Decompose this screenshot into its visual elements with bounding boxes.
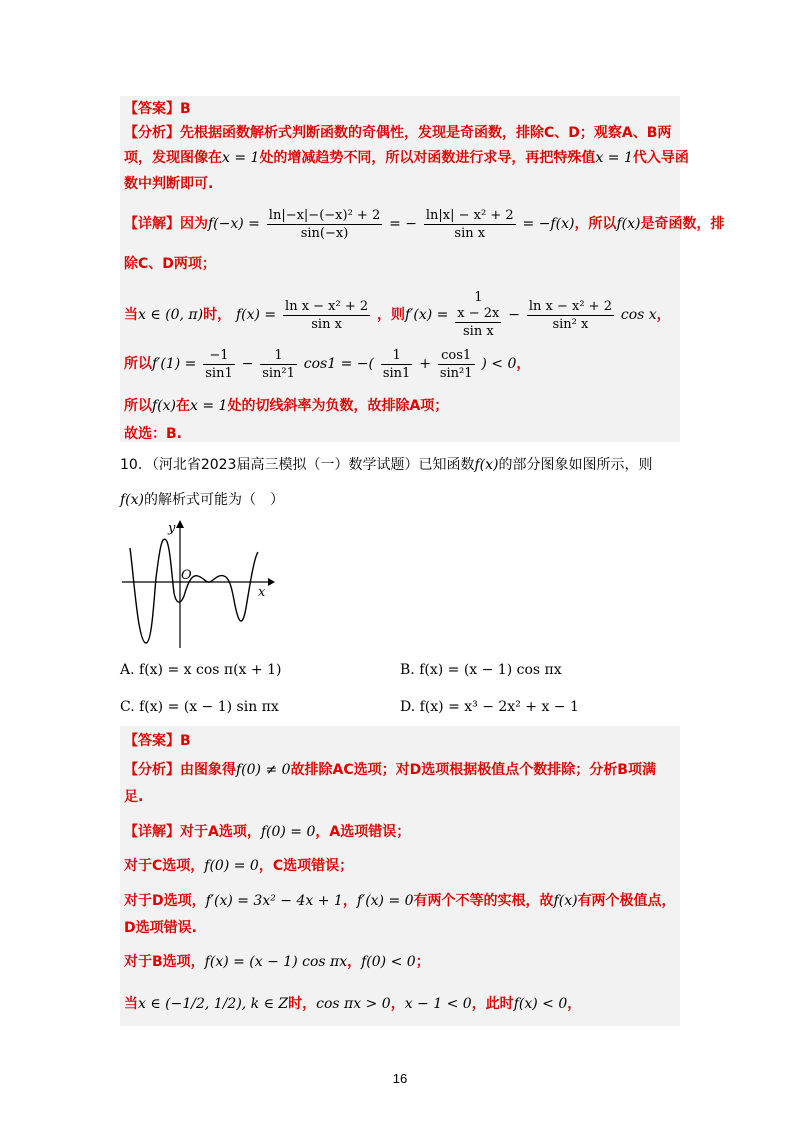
function-curve	[130, 539, 258, 643]
sol-detail-c: 对于C选项，f(0) = 0，C选项错误；	[124, 858, 354, 874]
sol-detail-d: 对于D选项，f′(x) = 3x² − 4x + 1，f′(x) = 0有两个不等的实根，故f(x)有两个极值点，	[124, 893, 676, 909]
option-a[interactable]: A. f(x) = x cos π(x + 1)	[120, 662, 282, 678]
slope-line: 所以f(x)在x = 1处的切线斜率为负数，故排除A项；	[124, 398, 449, 414]
sol-detail-b: 对于B选项，f(x) = (x − 1) cos πx，f(0) < 0；	[124, 954, 430, 970]
option-c[interactable]: C. f(x) = (x − 1) sin πx	[120, 699, 279, 715]
page-number: 16	[392, 1071, 408, 1086]
option-d[interactable]: D. f(x) = x³ − 2x² + x − 1	[400, 699, 579, 715]
sol-detail-d-wrong: D选项错误.	[124, 920, 197, 936]
y-axis-arrow	[176, 520, 184, 528]
analysis-line-1: 【分析】先根据函数解析式判断函数的奇偶性，发现是奇函数，排除C、D；观察A、B两	[124, 125, 672, 141]
sol-analysis-line-1: 【分析】由图象得f(0) ≠ 0故排除AC选项；对D选项根据极值点个数排除；分析B项满	[124, 762, 656, 778]
analysis-line-2: 项，发现图像在x = 1处的增减趋势不同，所以对函数进行求导，再把特殊值x = 1代入导函	[124, 150, 689, 166]
fraction: $\frac{\text{ln|−x|−(−x)² + 2}}{\sin(-x)}$	[268, 207, 381, 241]
fraction: $\frac{1}{\text{sin²1}}$	[262, 347, 295, 381]
sol-last-line: 当x ∈ (−1/2, 1/2), k ∈ Z时，cos πx > 0，x − 1 < 0，此时f(x) < 0，	[124, 996, 582, 1012]
answer-label: 【答案】B	[124, 101, 191, 117]
fraction: $\frac{\text{ln x − x² + 2}}{\text{sin x}}$	[285, 298, 369, 332]
fraction: $\frac{\cos 1}{\text{sin²1}}$	[439, 347, 473, 381]
sol-detail-a: 【详解】对于A选项，f(0) = 0，A选项错误；	[124, 824, 411, 840]
detail-line-2: 除C、D两项；	[124, 256, 216, 272]
fraction: $\frac{\text{ln x − x² + 2}}{\text{sin² x}}$	[528, 298, 612, 332]
sol-analysis-line-2: 足.	[124, 789, 144, 805]
x-axis-arrow	[268, 578, 275, 586]
origin-label: O	[181, 568, 192, 583]
derivative-line: 当x ∈ (0, π)时， f(x) = $\frac{\text{ln x − x² + 2}}{\text{sin x}}$ ，则f′(x) = 1 x − 2x sin x − $\frac{\text{ln x − x² + 2}}{\text{sin² x}}$ cos x，	[124, 289, 671, 339]
choose-line: 故选：B.	[124, 426, 182, 442]
fraction: $\frac{1}{\sin 1}$	[382, 347, 411, 381]
detail-line-1: 【详解】因为f(−x) = $\frac{\text{ln|−x|−(−x)² + 2}}{\sin(-x)}$ = − $\frac{\text{ln|x| − x² + 2}}{\text{sin x}}$ = −f(x)，所以f(x)是奇函数，排	[124, 207, 725, 241]
sol-answer-label: 【答案】B	[124, 733, 191, 749]
fraction: $\frac{\text{ln|x| − x² + 2}}{\text{sin x}}$	[425, 207, 514, 241]
x-axis-label: x	[258, 585, 266, 600]
fraction: 1 x − 2x sin x	[457, 289, 500, 339]
question-10-line-1: 10．（河北省2023届高三模拟（一）数学试题）已知函数f(x)的部分图象如图所示，则	[120, 457, 653, 473]
fraction: $\frac{-1}{\sin 1}$	[205, 347, 233, 381]
y-axis-label: y	[168, 521, 176, 536]
option-b[interactable]: B. f(x) = (x − 1) cos πx	[400, 662, 562, 678]
analysis-line-3: 数中判断即可.	[124, 176, 214, 192]
question-10-line-2: f(x)的解析式可能为（ ）	[120, 492, 285, 508]
fprime-one-line: 所以f′(1) = $\frac{-1}{\sin 1}$ − $\frac{1}{\text{sin²1}}$ cos1 = −( $\frac{1}{\sin 1}$ + $\frac{\cos 1}{\text{sin²1}}$ ) < 0，	[124, 347, 531, 381]
function-graph	[118, 518, 278, 658]
